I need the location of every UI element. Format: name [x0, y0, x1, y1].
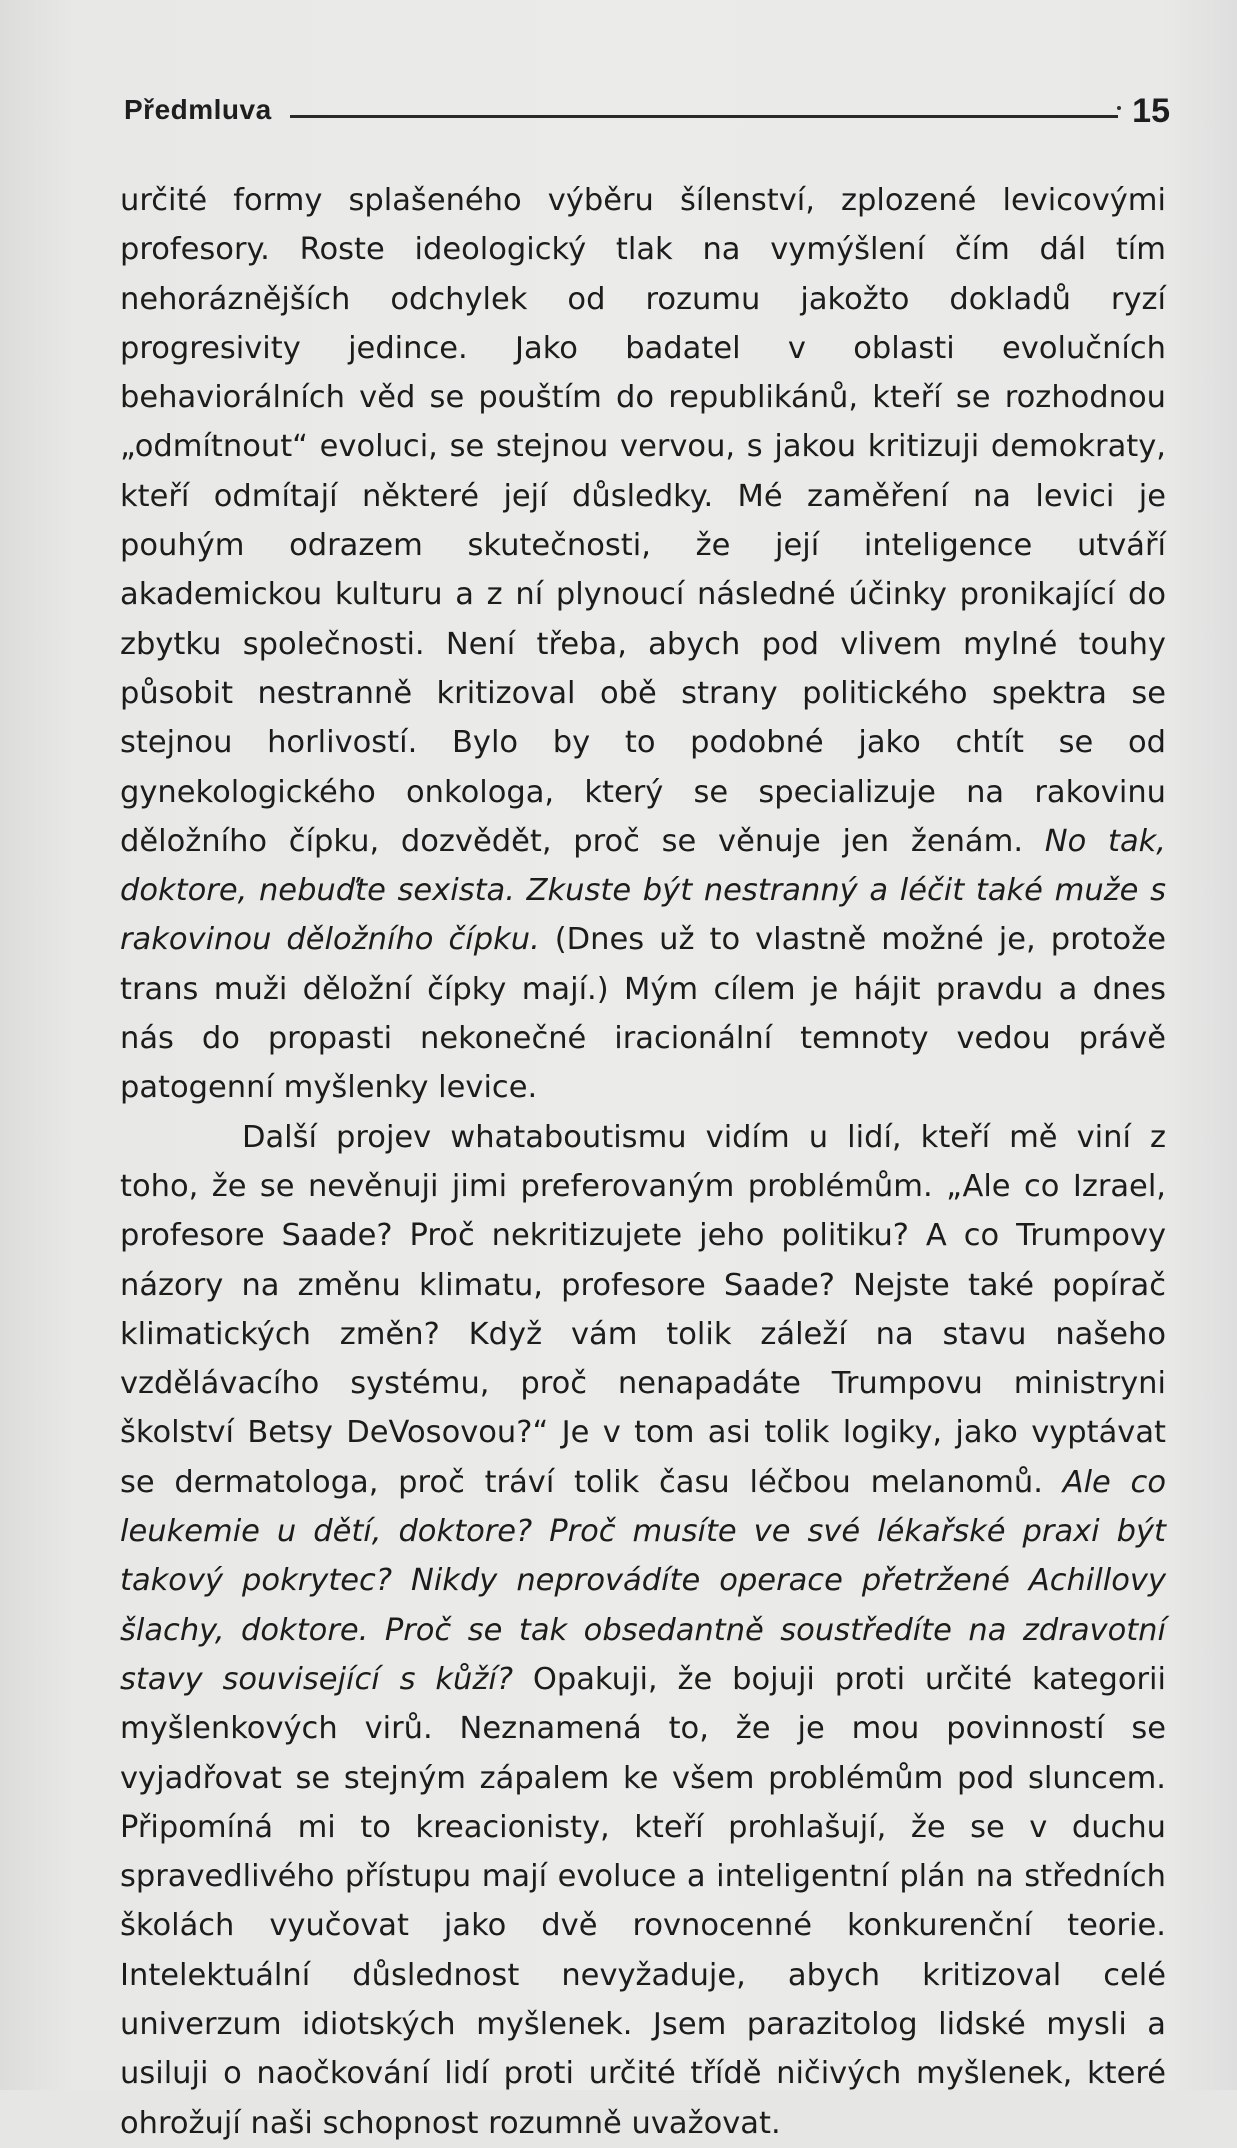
text-run-italic: Ale co leukemie u dětí, doktore? Proč musíte ve své lékařské praxi být takový pokrytec? Nikdy neprovádíte operace přetržené Achillovy šlachy, doktore. Proč se tak obsedantně soustředíte na zdravotní stavy související s kůží? — [120, 1464, 1166, 1697]
paragraph — [120, 176, 1166, 1113]
text-run: (Dnes už to vlastně možné je, protože trans muži děložní čípky mají.) Mým cílem je hájit pravdu a dnes nás do propasti nekonečné iracionální temnoty vedou právě patogenní myšlenky levice. — [120, 922, 1166, 1106]
paragraph — [120, 1113, 1166, 2148]
text-run: Další projev whataboutismu vidím u lidí, kteří mě viní z toho, že se nevěnuji jimi preferovaným problémům. „Ale co Izrael, profesore Saade? Proč nekritizujete jeho politiku? A co Trumpovy názory na změnu klimatu, profesore Saade? Nejste také popírač klimatických změn? Když vám tolik záleží na stavu našeho vzdělávacího systému, proč nenapadáte Trumpovu ministryni školství Betsy DeVosovou?“ Je v tom asi tolik logiky, jako vyptávat se dermatologa, proč tráví tolik času léčbou melanomů. — [120, 1119, 1166, 1500]
header-rule — [290, 115, 1119, 118]
text-run: určité formy splašeného výběru šílenství, zplozené levicovými profesory. Roste ideologický tlak na vymýšlení čím dál tím nehoráznějších odchylek od rozumu jakožto dokladů ryzí progresivity jedince. Jako badatel v oblasti evolučních behaviorálních věd se pouštím do republikánů, kteří se rozhodnou „odmítnout“ evoluci, se stejnou vervou, s jakou kritizuji demokraty, kteří odmítají některé její důsledky. Mé zaměření na levici je pouhým odrazem skutečnosti, že její inteligence utváří akademickou kulturu a z ní plynoucí následné účinky pronikající do zbytku společnosti. Není třeba, abych pod vlivem mylné touhy působit nestranně kritizoval obě strany politického spektra se stejnou horlivostí. Bylo by to podobné jako chtít se od gynekologického onkologa, který se specializuje na rakovinu děložního čípku, dozvědět, proč se věnuje jen ženám. — [120, 183, 1166, 859]
text-run-italic: No tak, doktore, nebuďte sexista. Zkuste být nestranný a léčit také muže s rakovinou děložního čípku. — [120, 823, 1166, 958]
body-text — [120, 176, 1166, 2148]
running-header — [124, 84, 1170, 128]
dust-speck — [1117, 106, 1121, 110]
chapter-title: Předmluva — [124, 94, 272, 125]
page-number: 15 — [1132, 92, 1170, 130]
text-run: Opakuji, že bojuji proti určité kategorii myšlenkových virů. Neznamená to, že je mou povinností se vyjadřovat se stejným zápalem ke všem problémům pod sluncem. Připomíná mi to kreacionisty, kteří prohlašují, že se v duchu spravedlivého přístupu mají evoluce a inteligentní plán na středních školách vyučovat jako dvě rovnocenné konkurenční teorie. Intelektuální důslednost nevyžaduje, abych kritizoval celé univerzum idiotských myšlenek. Jsem parazitolog lidské mysli a usiluji o naočkování lidí proti určité třídě ničivých myšlenek, které ohrožují naši schopnost rozumně uvažovat. — [120, 1661, 1166, 2141]
